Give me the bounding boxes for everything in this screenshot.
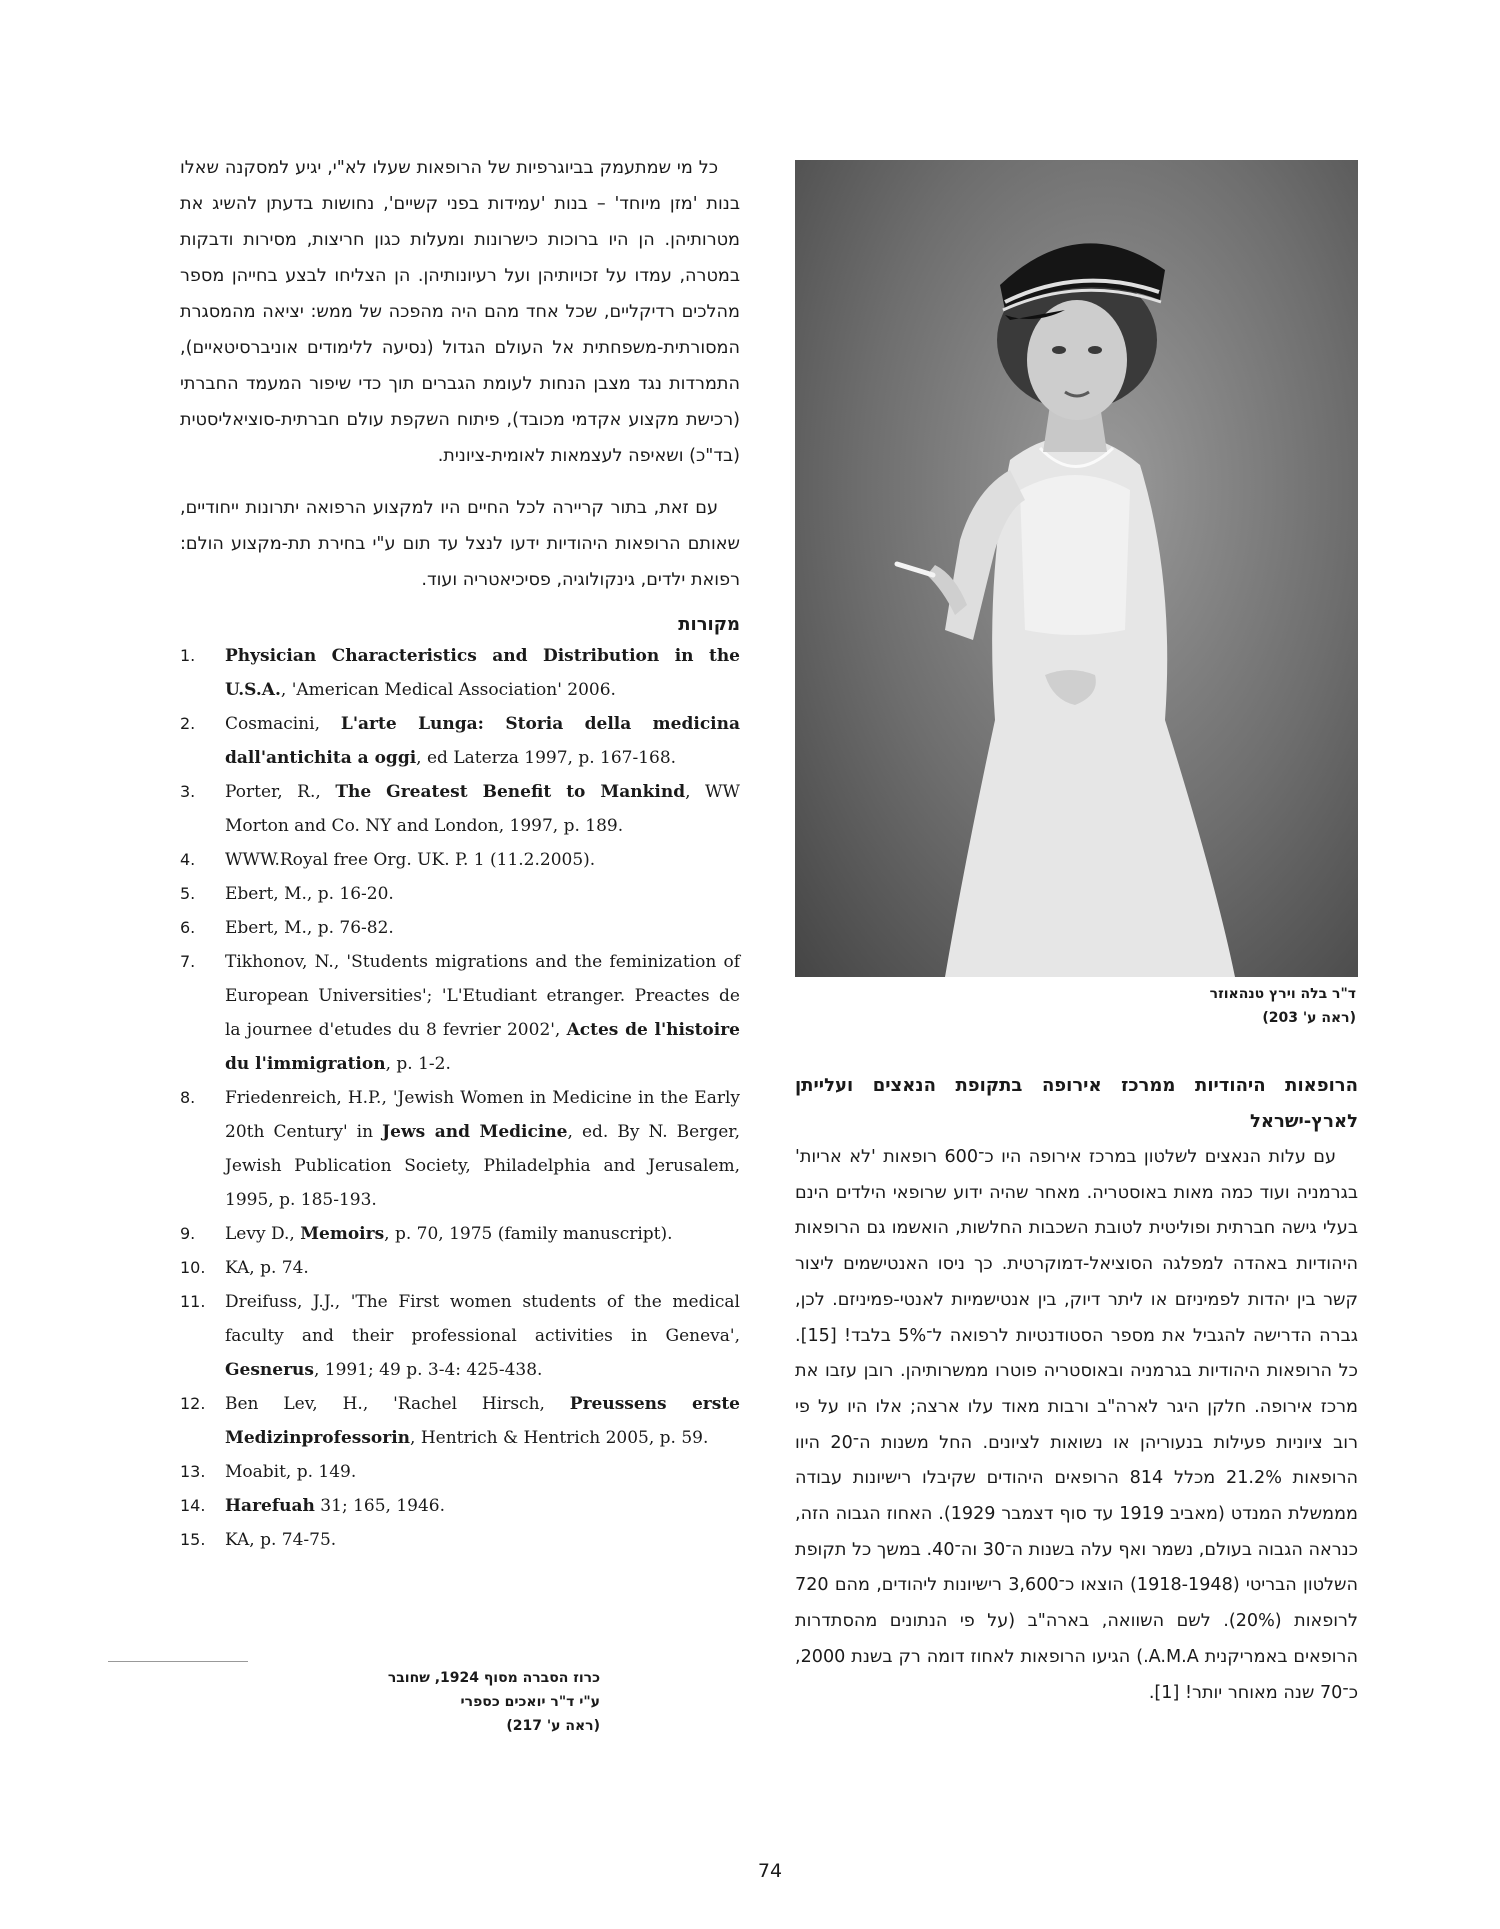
reference-text: , ed Laterza 1997, p. 167-168. <box>416 748 677 768</box>
caption-name: ד"ר בלה וירץ טנהאוזר <box>1209 986 1356 1002</box>
reference-number: 6. <box>180 918 196 937</box>
reference-number: 10. <box>180 1258 206 1277</box>
reference-item <box>180 877 740 911</box>
left-column <box>180 150 740 1557</box>
reference-number: 1. <box>180 646 196 665</box>
intro-paragraph: כל מי שמתעמק בביוגרפיות של הרופאות שעלו לא"י, יגיע למסקנה שאלו בנות 'מזן מיוחד' – בנות 'עמידות בפני קשיים', נחושות בדעתן להשיג את מטרותיהן. הן היו ברוכות כישרונות ומעלות כגון חריצות, מסירות ודבקות במטרה, עמדו על זכויותיהן ועל רעיונותיהן. הן הצליחו לבצע בחייהן מספר מהלכים רדיקליים, שכל אחד מהם היה מהפכה של ממש: יציאה מהמסגרת המסורתית-משפחתית אל העולם הגדול (נסיעה ללימודים אוניברסיטאיים), התמרדות נגד מצבן הנחות לעומת הגברים תוך כדי שיפור המעמד החברתי (רכישת מקצוע אקדמי מכובד), פיתוח השקפת עולם חברתית-סוציאליסטית (בד"כ) ושאיפה לעצמאות לאומית-ציונית. <box>180 158 740 466</box>
reference-text: , 1991; 49 p. 3-4: 425-438. <box>313 1360 543 1380</box>
reference-item <box>180 1251 740 1285</box>
reference-text: WWW.Royal free Org. UK. P. 1 (11.2.2005). <box>225 850 596 870</box>
reference-number: 12. <box>180 1394 206 1413</box>
reference-text: , p. 1-2. <box>385 1054 451 1074</box>
reference-text: Tikhonov, N., 'Students migrations and the feminization of European Universities'; 'L'Etudiant etranger. Preactes de la journee d'etudes du 8 fevrier 2002', <box>225 952 740 1040</box>
reference-number: 9. <box>180 1224 196 1243</box>
references-list <box>180 639 740 1557</box>
footnote-divider <box>108 1661 248 1662</box>
reference-item <box>180 639 740 707</box>
reference-item <box>180 1489 740 1523</box>
reference-text: Ebert, M., p. 76-82. <box>225 918 394 938</box>
reference-number: 3. <box>180 782 196 801</box>
reference-text: Ben Lev, H., 'Rachel Hirsch, <box>225 1394 570 1414</box>
reference-item <box>180 945 740 1081</box>
reference-text: , Hentrich & Hentrich 2005, p. 59. <box>410 1428 709 1448</box>
reference-item <box>180 1081 740 1217</box>
portrait-photo <box>795 160 1358 977</box>
reference-number: 11. <box>180 1292 206 1311</box>
reference-number: 4. <box>180 850 196 869</box>
reference-item <box>180 707 740 775</box>
reference-text: , WW Morton and Co. NY and London, 1997, p. 189. <box>225 782 740 836</box>
reference-title: Memoirs <box>300 1224 385 1244</box>
reference-title: Physician Characteristics and Distribution in the U.S.A. <box>225 646 740 700</box>
footnote <box>380 1666 600 1738</box>
reference-title: Actes de l'histoire du l'immigration <box>225 1020 740 1074</box>
reference-item <box>180 1523 740 1557</box>
reference-text: Dreifuss, J.J., 'The First women students of the medical faculty and their professional activities in Geneva', <box>225 1292 740 1346</box>
reference-item <box>180 1217 740 1251</box>
caption-page-ref: (ראה ע' 203) <box>1262 1010 1356 1026</box>
reference-number: 5. <box>180 884 196 903</box>
reference-text: , 'American Medical Association' 2006. <box>280 680 616 700</box>
reference-item <box>180 1285 740 1387</box>
career-paragraph: עם זאת, בתור קריירה לכל החיים היו למקצוע הרפואה יתרונות ייחודיים, שאותם הרופאות היהודיות ידעו לנצל עד תום ע"י בחירת תת-מקצוע הולם: רפואת ילדים, גינקולוגיה, פסיכיאטריה ועוד. <box>180 498 740 590</box>
reference-text: 31; 165, 1946. <box>314 1496 445 1516</box>
footnote-page-ref: (ראה ע' 217) <box>506 1718 600 1734</box>
reference-text: KA, p. 74-75. <box>225 1530 337 1550</box>
reference-title: Harefuah <box>225 1496 315 1516</box>
reference-item <box>180 775 740 843</box>
reference-text: Cosmacini, <box>225 714 341 734</box>
reference-title: Gesnerus <box>225 1360 314 1380</box>
photo-caption <box>1000 982 1356 1030</box>
reference-number: 13. <box>180 1462 206 1481</box>
references-heading: מקורות <box>678 614 740 635</box>
reference-title: L'arte Lunga: Storia della medicina dall'antichita a oggi <box>225 714 741 768</box>
reference-text: , p. 70, 1975 (family manuscript). <box>384 1224 673 1244</box>
reference-text: Friedenreich, H.P., 'Jewish Women in Medicine in the Early 20th Century' in <box>225 1088 740 1142</box>
reference-title: Preussens erste Medizinprofessorin <box>225 1394 740 1448</box>
portrait-illustration <box>795 160 1358 977</box>
section-paragraph: עם עלות הנאצים לשלטון במרכז אירופה היו כ־600 רופאות 'לא אריות' בגרמניה ועוד כמה מאות באוסטריה. מאחר שהיה ידוע שרופאי הילדים הינם בעלי גישה חברתית ופוליטית לטובת השכבות החלשות, הואשמו גם הרופאות היהודיות באהדה למפלגה הסוציאל-דמוקרטית. כך ניסו האנטישמים ליצור קשר בין יהדות לפמיניזם או ליתר דיוק, בין אנטישמיות לאנטי-פמיניזם. לכן, גברה הדרישה להגביל את מספר הסטודנטיות לרפואה ל־5% בלבד! [15]. כל הרופאות היהודיות בגרמניה ובאוסטריה פוטרו ממשרותיהן. רובן עזבו את מרכז אירופה. חלקן היגר לארה"ב ורבות מאוד עלו ארצה; אלו היו על פי רוב ציוניות פעילות בנעוריהן או נשואות לציונים. החל משנות ה־20 היוו הרופאות 21.2% מכלל 814 הרופאים היהודים שקיבלו רישיונות עבודה מממשלת המנדט (מאביב 1919 עד סוף דצמבר 1929). האחוז הגבוה הזה, כנראה הגבוה בעולם, נשמר ואף עלה בשנות ה־30 וה־40. במשך כל תקופת השלטון הבריטי (1918-1948) הוצאו כ־3,600 רישיונות ליהודים, מהם 720 לרופאות (20%). לשם השוואה, בארה"ב (על פי הנתונים מהסתדרות הרופאים באמריקנית A.M.A.) הגיעו הרופאות לאחוז דומה רק בשנת 2000, כ־70 שנה מאוחר יותר! [1]. <box>795 1147 1359 1703</box>
reference-item <box>180 911 740 945</box>
reference-item <box>180 1455 740 1489</box>
reference-number: 14. <box>180 1496 206 1515</box>
page-number: 74 <box>757 1860 783 1882</box>
reference-text: KA, p. 74. <box>225 1258 309 1278</box>
reference-number: 15. <box>180 1530 206 1549</box>
reference-number: 7. <box>180 952 196 971</box>
reference-text: Ebert, M., p. 16-20. <box>225 884 394 904</box>
right-column <box>795 1068 1358 1711</box>
reference-number: 2. <box>180 714 196 733</box>
reference-item <box>180 843 740 877</box>
footnote-text: כרוז הסברה מסוף 1924, שחובר ע"י ד"ר יואכים כספרי <box>387 1670 600 1710</box>
reference-title: The Greatest Benefit to Mankind <box>335 782 686 802</box>
reference-text: , ed. By N. Berger, Jewish Publication Society, Philadelphia and Jerusalem, 1995, p. 185-193. <box>225 1122 740 1210</box>
reference-number: 8. <box>180 1088 196 1107</box>
reference-text: Levy D., <box>225 1224 301 1244</box>
reference-text: Moabit, p. 149. <box>225 1462 357 1482</box>
reference-text: Porter, R., <box>225 782 336 802</box>
reference-title: Jews and Medicine <box>382 1122 568 1142</box>
section-title: הרופאות היהודיות ממרכז אירופה בתקופת הנאצים ועלייתן לארץ-ישראל <box>795 1075 1358 1132</box>
reference-item <box>180 1387 740 1455</box>
